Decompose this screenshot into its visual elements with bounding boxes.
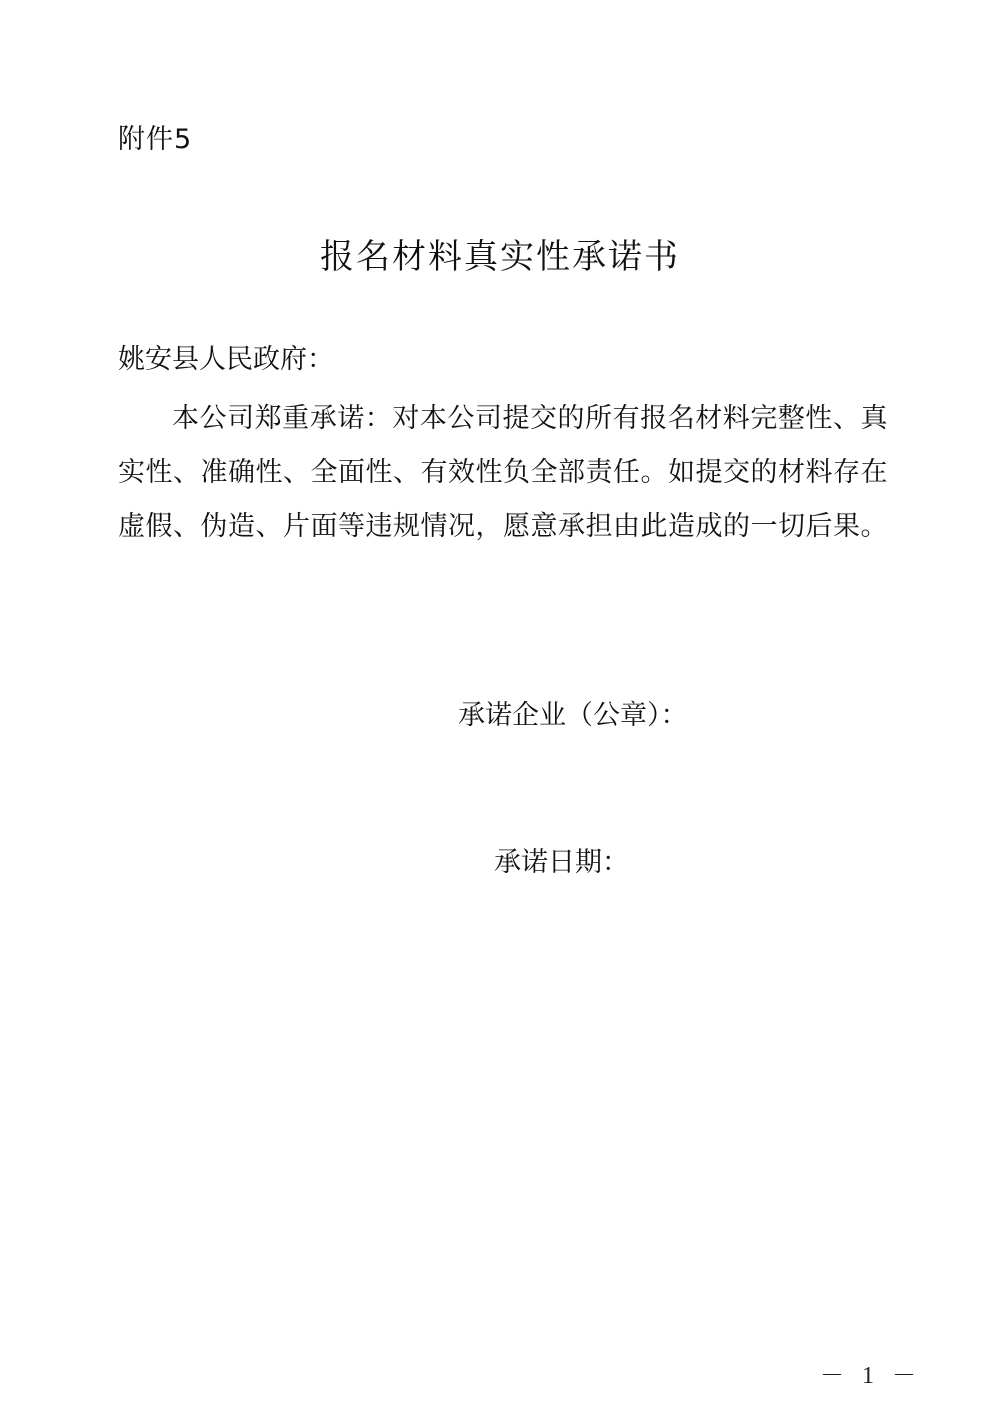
commitment-date-label: 承诺日期： [494,847,629,878]
page-number: － 1 － [820,1363,922,1389]
attachment-label: 附件5 [118,124,193,155]
document-title: 报名材料真实性承诺书 [320,237,680,277]
commitment-paragraph: 本公司郑重承诺：对本公司提交的所有报名材料完整性、真实性、准确性、全面性、有效性负全部责任。如提交的材料存在虚假、伪造、片面等违规情况，愿意承担由此造成的一切后果。 [118,403,888,542]
signature-company-label: 承诺企业（公章）： [458,700,688,731]
addressee: 姚安县人民政府： [118,344,334,375]
